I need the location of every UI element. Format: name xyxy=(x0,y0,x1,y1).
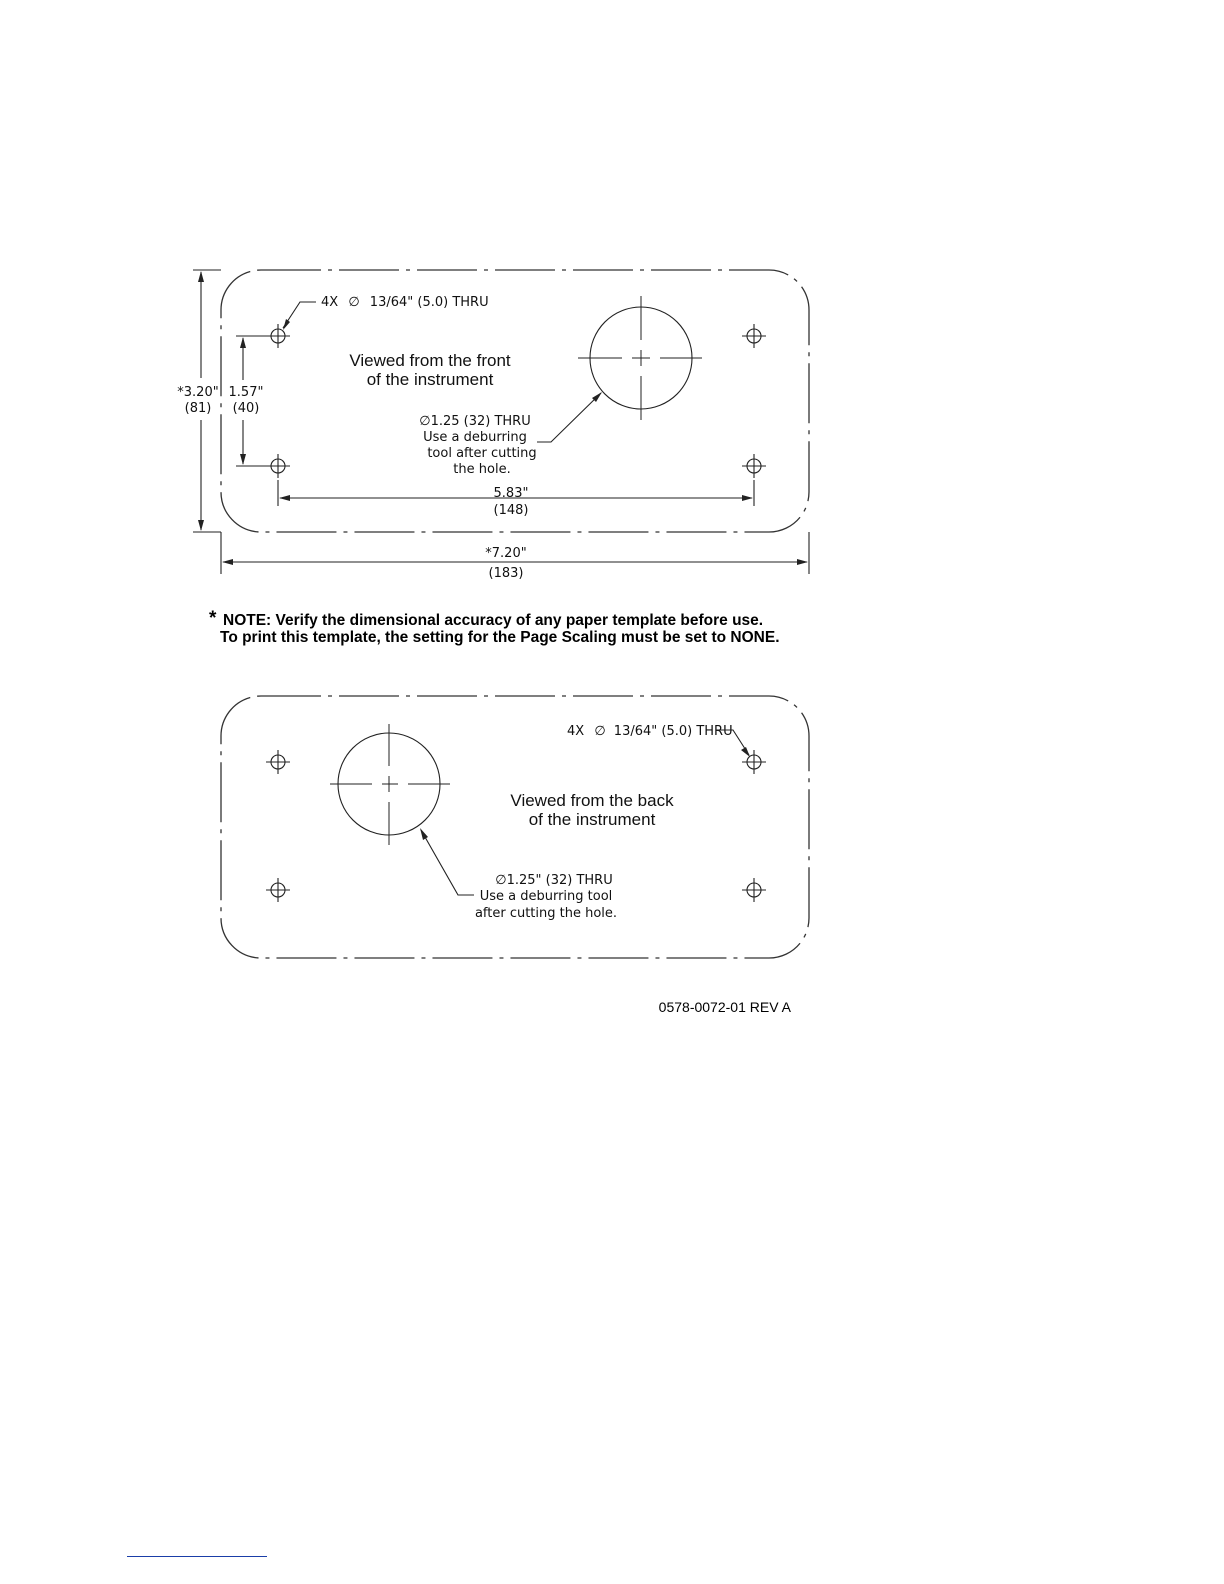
back-mounting-hole-bottom-right xyxy=(742,878,766,902)
back-holes-note: 4X ∅ 13/64" (5.0) THRU xyxy=(567,724,733,739)
front-vertical-spacing-mm: (40) xyxy=(232,401,260,416)
back-mounting-hole-top-right xyxy=(742,750,766,774)
front-mounting-hole-top-left xyxy=(266,324,290,348)
back-view-title-line1: Viewed from the back xyxy=(510,791,674,810)
front-cutout-leader xyxy=(537,392,602,442)
front-mounting-hole-bottom-right xyxy=(742,454,766,478)
front-main-cutout xyxy=(578,296,702,420)
front-mounting-hole-bottom-left xyxy=(266,454,290,478)
footer-rule xyxy=(127,1556,267,1557)
back-cutout-note-line1: ∅1.25" (32) THRU xyxy=(495,873,613,888)
back-mounting-hole-bottom-left xyxy=(266,878,290,902)
front-cutout-note-line3: tool after cutting xyxy=(427,446,537,461)
note-line2: To print this template, the setting for the Page Scaling must be set to NONE. xyxy=(220,629,780,646)
back-mounting-hole-top-left xyxy=(266,750,290,774)
front-height-dim-inch: *3.20" xyxy=(177,385,219,400)
scaling-note xyxy=(209,608,780,646)
front-view xyxy=(177,270,809,581)
back-cutout-leader xyxy=(420,828,474,895)
front-holes-note: 4X ∅ 13/64" (5.0) THRU xyxy=(321,295,489,310)
back-cutout-note-line3: after cutting the hole. xyxy=(474,906,618,921)
front-horizontal-spacing-inch: 5.83" xyxy=(493,486,529,501)
front-view-title-line1: Viewed from the front xyxy=(349,351,511,370)
back-view xyxy=(221,696,809,958)
front-width-dim-mm: (183) xyxy=(488,566,524,581)
front-mounting-hole-top-right xyxy=(742,324,766,348)
front-horizontal-spacing-mm: (148) xyxy=(493,503,529,518)
note-line1: NOTE: Verify the dimensional accuracy of any paper template before use. xyxy=(223,612,764,629)
front-holes-leader xyxy=(283,302,316,330)
front-cutout-note-line4: the hole. xyxy=(453,462,511,477)
back-cutout-note-line2: Use a deburring tool xyxy=(479,889,613,904)
back-view-title-line2: of the instrument xyxy=(528,810,656,829)
front-width-dim-inch: *7.20" xyxy=(485,546,527,561)
front-view-title-line2: of the instrument xyxy=(366,370,494,389)
back-main-cutout xyxy=(330,724,450,845)
front-cutout-note-line2: Use a deburring xyxy=(423,430,527,445)
front-height-dim-mm: (81) xyxy=(184,401,212,416)
note-asterisk: * xyxy=(209,608,217,629)
front-cutout-note-line1: ∅1.25 (32) THRU xyxy=(419,414,531,429)
front-vertical-spacing-inch: 1.57" xyxy=(228,385,264,400)
part-number: 0578-0072-01 REV A xyxy=(658,999,791,1015)
